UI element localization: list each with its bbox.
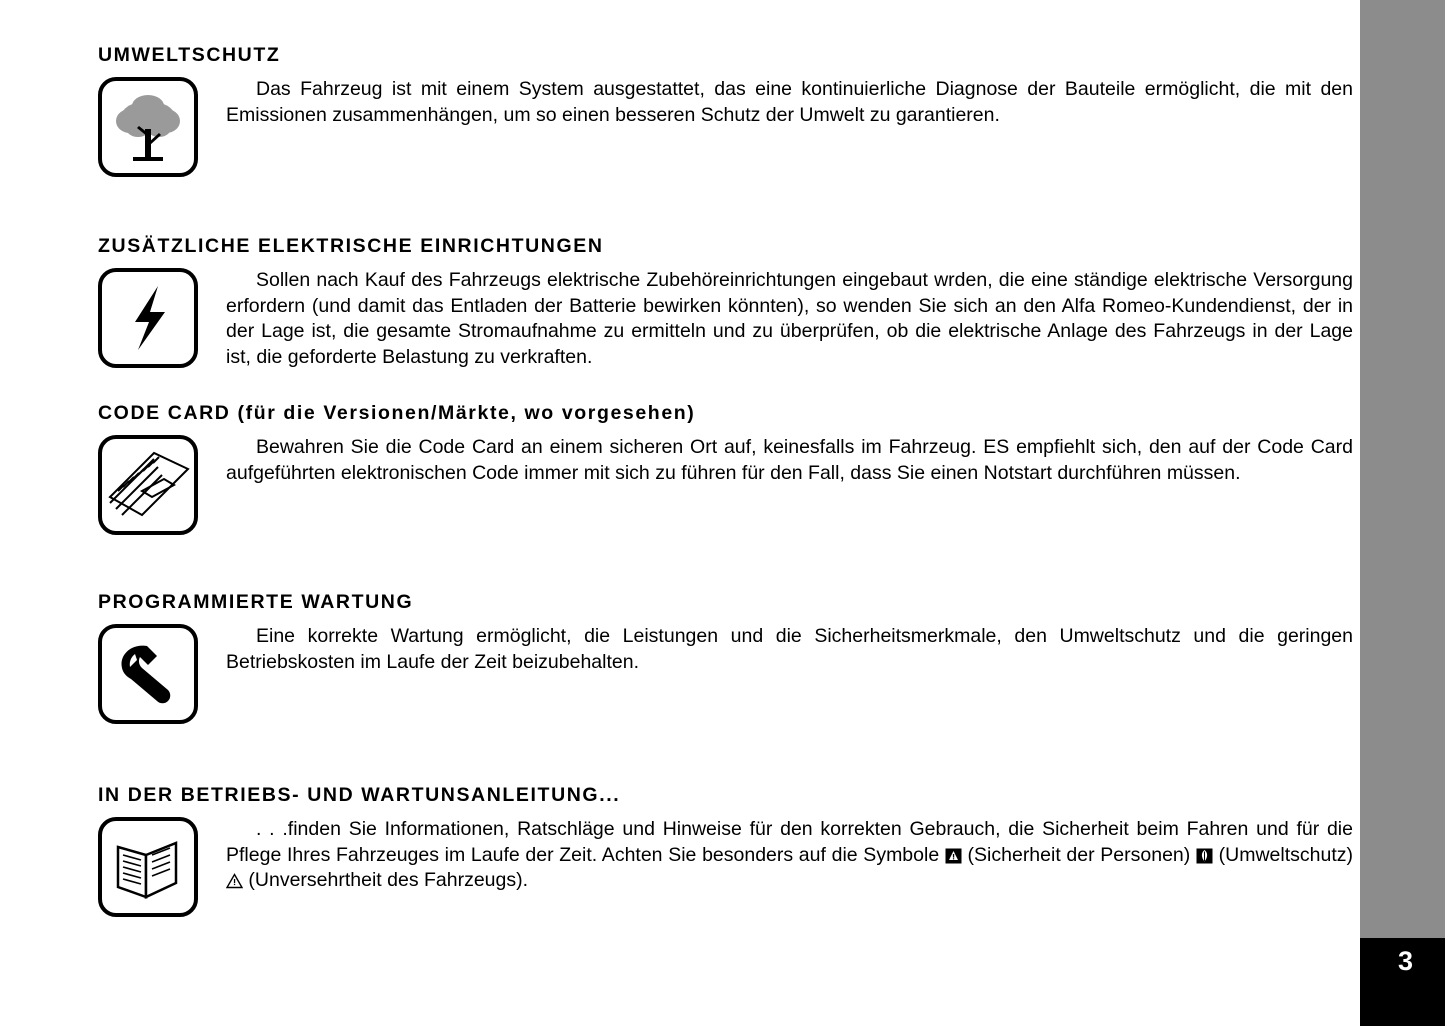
section-body bbox=[98, 435, 1353, 547]
icon-container bbox=[98, 817, 198, 921]
icon-container bbox=[98, 624, 198, 728]
icon-container bbox=[98, 435, 198, 539]
section-text: Eine korrekte Wartung ermöglicht, die Leistungen und die Sicherheitsmerkmale, den Umweltschutz und die geringen Betriebskosten im Laufe der Zeit beizubehalten. bbox=[226, 625, 1353, 673]
section-betriebs-und-wartunsanleitung bbox=[98, 784, 1353, 929]
section-body bbox=[98, 77, 1353, 189]
grey-band bbox=[1360, 0, 1445, 938]
section-text-part4: (Unversehrtheit des Fahrzeugs). bbox=[243, 869, 529, 892]
section-body bbox=[98, 268, 1353, 380]
page-number: 3 bbox=[1397, 946, 1413, 976]
environment-protection-symbol bbox=[1196, 848, 1213, 863]
section-title: PROGRAMMIERTE WARTUNG bbox=[98, 591, 414, 613]
section-title: IN DER BETRIEBS- UND WARTUNSANLEITUNG... bbox=[98, 784, 621, 806]
section-paragraph bbox=[98, 77, 1353, 128]
section-body bbox=[98, 817, 1353, 929]
open-book-icon bbox=[98, 817, 198, 917]
lightning-bolt-icon bbox=[98, 268, 198, 368]
section-text-part1: . . .finden Sie Informationen, Ratschläge und Hinweise für den korrekten Gebrauch, die Sicherheit beim Fahren und für die Pflege Ihres Fahrzeuges im Laufe der Zeit. Achten Sie besonders auf die Symbole bbox=[226, 818, 1353, 866]
section-umweltschutz bbox=[98, 44, 1353, 189]
page-content bbox=[98, 44, 1353, 935]
icon-container bbox=[98, 268, 198, 372]
personal-safety-symbol bbox=[945, 848, 962, 863]
section-zusaetzliche-elektrische-einrichtungen bbox=[98, 235, 1353, 380]
section-title: CODE CARD (für die Versionen/Märkte, wo vorgesehen) bbox=[98, 402, 696, 424]
section-text-part3: (Umweltschutz) bbox=[1212, 843, 1353, 866]
section-title: UMWELTSCHUTZ bbox=[98, 44, 281, 66]
section-paragraph bbox=[98, 817, 1353, 894]
wrench-icon bbox=[98, 624, 198, 724]
section-text: Sollen nach Kauf des Fahrzeugs elektrische Zubehöreinrichtungen eingebaut wrden, die eine ständige elektrische Versorgung erfordern (und damit das Entladen der Batterie bewirken könnten), so wenden Sie sich an den Alfa Romeo-Kundendienst, der in der Lage ist, die gesamte Stromaufnahme zu ermitteln und zu überprüfen, ob die elektrische Anlage des Fahrzeugs in der Lage ist, die geforderte Belastung zu verkraften. bbox=[226, 269, 1353, 369]
section-paragraph bbox=[98, 268, 1353, 371]
section-title: ZUSÄTZLICHE ELEKTRISCHE EINRICHTUNGEN bbox=[98, 235, 604, 257]
vehicle-integrity-symbol bbox=[226, 873, 243, 888]
code-card-icon bbox=[98, 435, 198, 535]
section-paragraph bbox=[98, 624, 1353, 675]
right-side-band bbox=[1360, 0, 1445, 1026]
section-text: Bewahren Sie die Code Card an einem sicheren Ort auf, keinesfalls im Fahrzeug. ES empfiehlt sich, den auf der Code Card aufgeführten elektronischen Code immer mit sich zu führen für den Fall, dass Sie einen Notstart durchführen müssen. bbox=[226, 436, 1353, 484]
section-body bbox=[98, 624, 1353, 736]
section-text-part2: (Sicherheit der Personen) bbox=[961, 843, 1196, 866]
tree-icon bbox=[98, 77, 198, 177]
section-text: Das Fahrzeug ist mit einem System ausgestattet, das eine kontinuierliche Diagnose der Bauteile ermöglicht, die mit den Emissionen zusammenhängen, um so einen besseren Schutz der Umwelt zu garantieren. bbox=[226, 78, 1353, 126]
section-code-card bbox=[98, 402, 1353, 547]
section-paragraph bbox=[98, 435, 1353, 486]
section-programmierte-wartung bbox=[98, 591, 1353, 736]
icon-container bbox=[98, 77, 198, 181]
